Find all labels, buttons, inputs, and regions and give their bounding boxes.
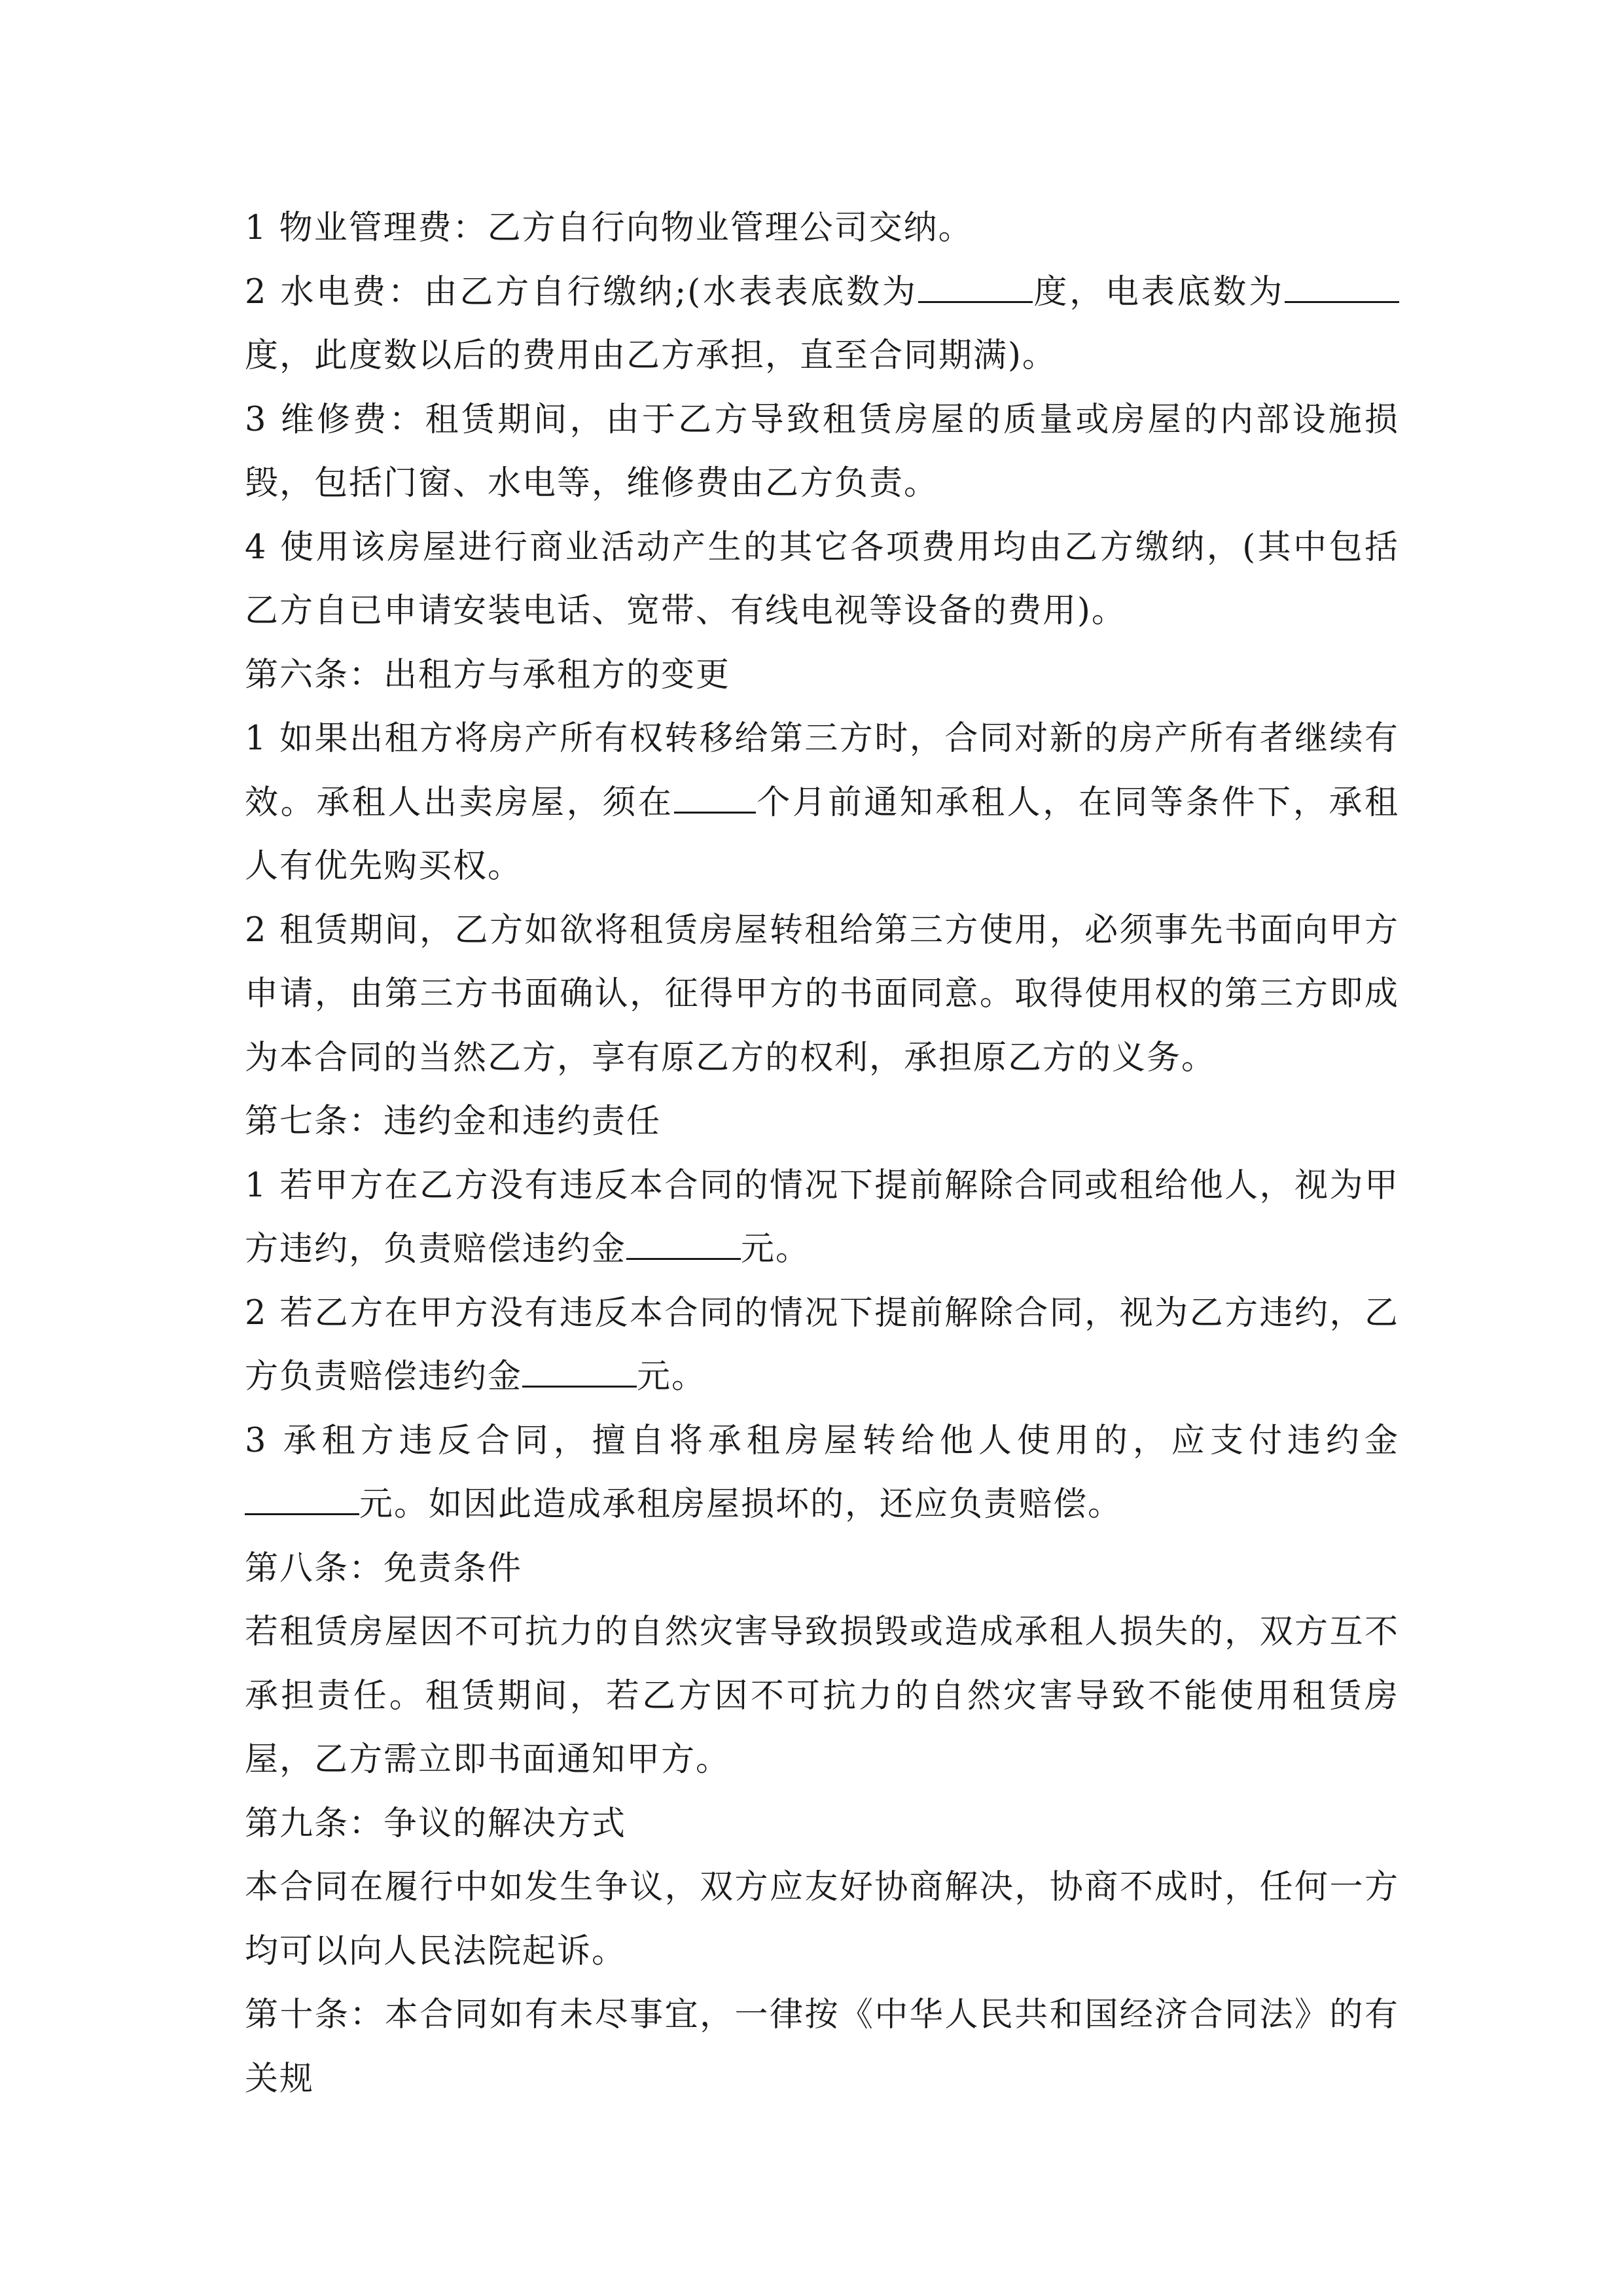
contract-body — [245, 196, 1399, 2111]
lessee-penalty-amount-blank[interactable] — [522, 1354, 637, 1388]
clause-unauthorized-transfer: 3 承租方违反合同，擅自将承租房屋转给他人使用的，应支付违约金元。如因此造成承租房屋损坏的，还应负责赔偿。 — [245, 1421, 1399, 1524]
clause-dispute-resolution: 本合同在履行中如发生争议，双方应友好协商解决，协商不成时，任何一方均可以向人民法院起诉。 — [245, 1868, 1399, 1971]
clause-sublease: 2 租赁期间，乙方如欲将租赁房屋转租给第三方使用，必须事先书面向甲方申请，由第三方书面确认，征得甲方的书面同意。取得使用权的第三方即成为本合同的当然乙方，享有原乙方的权利，承担原乙方的义务。 — [245, 910, 1399, 1077]
clause-ownership-transfer: 1 如果出租方将房产所有权转移给第三方时，合同对新的房产所有者继续有效。承租人出卖房屋，须在 个月前通知承租人，在同等条件下，承租人有优先购买权。 — [245, 719, 1399, 886]
article-7-heading: 第七条：违约金和违约责任 — [245, 1102, 662, 1141]
clause-utilities-fee: 2 水电费：由乙方自行缴纳;(水表表底数为 度，电表底数为度，此度数以后的费用由乙方承担，直至合同期满)。 — [245, 260, 1399, 388]
article-9-heading: 第九条：争议的解决方式 — [245, 1804, 627, 1843]
clause-maintenance-fee: 3 维修费：租赁期间，由于乙方导致租赁房屋的质量或房屋的内部设施损毁，包括门窗、水电等，维修费由乙方负责。 — [245, 400, 1399, 503]
clause-lessee-breach: 2 若乙方在甲方没有违反本合同的情况下提前解除合同，视为乙方违约，乙方负责赔偿违约金 元。 — [245, 1293, 1399, 1396]
clause-lessor-breach: 1 若甲方在乙方没有违反本合同的情况下提前解除合同或租给他人，视为甲方违约，负责赔偿违约金 元。 — [245, 1166, 1399, 1268]
clause-other-fees: 4 使用该房屋进行商业活动产生的其它各项费用均由乙方缴纳，(其中包括乙方自已申请安装电话、宽带、有线电视等设备的费用)。 — [245, 528, 1399, 630]
article-8-heading: 第八条：免责条件 — [245, 1549, 523, 1588]
electric-meter-reading-blank[interactable] — [1285, 269, 1399, 302]
clause-property-fee: 1 物业管理费：乙方自行向物业管理公司交纳。 — [245, 209, 973, 247]
lessor-penalty-amount-blank[interactable] — [626, 1227, 741, 1260]
article-6-heading: 第六条：出租方与承租方的变更 — [245, 655, 731, 694]
notice-months-blank[interactable] — [674, 780, 756, 813]
water-meter-reading-blank[interactable] — [918, 269, 1033, 302]
transfer-penalty-amount-blank[interactable] — [245, 1482, 359, 1515]
article-10-clause: 第十条：本合同如有未尽事宜，一律按《中华人民共和国经济合同法》的有关规 — [245, 1996, 1399, 2098]
clause-force-majeure: 若租赁房屋因不可抗力的自然灾害导致损毁或造成承租人损失的，双方互不承担责任。租赁期间，若乙方因不可抗力的自然灾害导致不能使用租赁房屋，乙方需立即书面通知甲方。 — [245, 1613, 1399, 1779]
